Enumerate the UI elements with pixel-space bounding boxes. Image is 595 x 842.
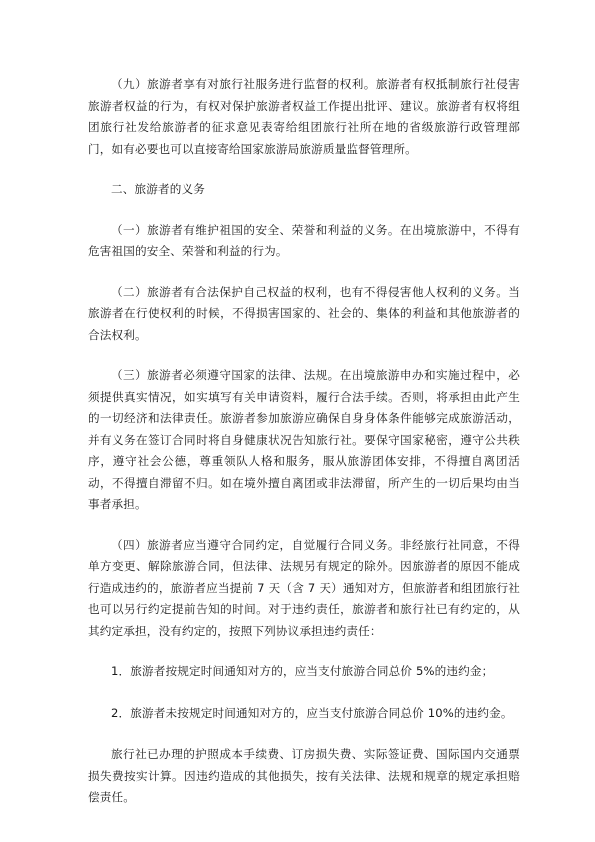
paragraph-obligation-4: （四）旅游者应当遵守合同约定，自觉履行合同义务。非经旅行社同意，不得单方变更、解除旅游合同，但法律、法规另有规定的除外。因旅游者的原因不能成行造成违约的，旅游者应当提前 7 天（含 7 天）通知对方，但旅游者和组团旅行社也可以另行约定提前告知的时间。对于违约责任，旅游者和旅行社已有约定的，从其约定承担，没有约定的，按照下列协议承担违约责任： bbox=[88, 537, 520, 638]
paragraph-obligation-2: （二）旅游者有合法保护自己权益的权利，也有不得侵害他人权利的义务。当旅游者在行使权利的时候，不得损害国家的、社会的、集体的利益和其他旅游者的合法权利。 bbox=[88, 284, 520, 342]
list-item-penalty-1: 1．旅游者按规定时间通知对方的，应当支付旅游合同总价 5%的违约金； bbox=[111, 664, 494, 678]
list-item-penalty-2: 2．旅游者未按规定时间通知对方的，应当支付旅游合同总价 10%的违约金。 bbox=[111, 705, 513, 720]
paragraph-agency-costs: 旅行社已办理的护照成本手续费、订房损失费、实际签证费、国际国内交通票损失费按实计算。因违约造成的其他损失，按有关法律、法规和规章的规定承担赔偿责任。 bbox=[88, 747, 520, 804]
paragraph-supervision-right: （九）旅游者享有对旅行社服务进行监督的权利。旅游者有权抵制旅行社侵害旅游者权益的行为，有权对保护旅游者权益工作提出批评、建议。旅游者有权将组团旅行社发给旅游者的征求意见表寄给组团旅行社所在地的省级旅游行政管理部门，如有必要也可以直接寄给国家旅游局旅游质量监督管理所。 bbox=[88, 77, 520, 156]
section-heading-obligations: 二、旅游者的义务 bbox=[111, 182, 205, 196]
paragraph-obligation-1: （一）旅游者有维护祖国的安全、荣誉和利益的义务。在出境旅游中，不得有危害祖国的安全、荣誉和利益的行为。 bbox=[88, 222, 520, 258]
paragraph-obligation-3: （三）旅游者必须遵守国家的法律、法规。在出境旅游申办和实施过程中，必须提供真实情况，如实填写有关申请资料，履行合法手续。否则，将承担由此产生的一切经济和法律责任。旅游者参加旅游应确保自身身体条件能够完成旅游活动，并有义务在签订合同时将自身健康状况告知旅行社。要保守国家秘密，遵守公共秩序，遵守社会公德，尊重领队人格和服务，服从旅游团体安排，不得擅自离团活动，不得擅自滞留不归。如在境外擅自离团或非法滞留，所产生的一切后果均由当事者承担。 bbox=[88, 368, 520, 511]
document-body bbox=[88, 74, 520, 828]
